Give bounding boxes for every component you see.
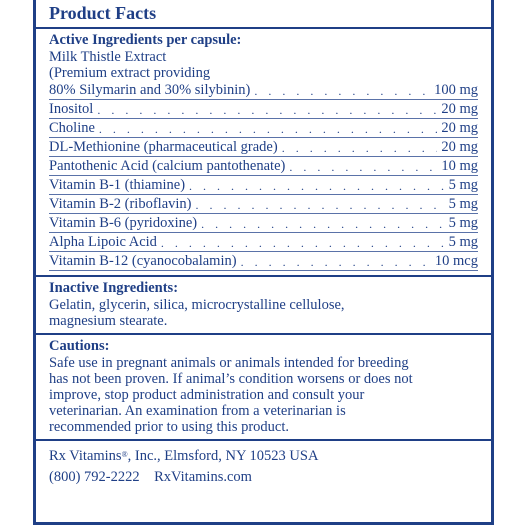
leader-dots [161, 236, 445, 250]
leader-dots [254, 84, 430, 98]
ingredient-amount: 100 mg [434, 82, 478, 98]
ingredient-name: Choline [49, 120, 95, 136]
ingredient-amount: 10 mcg [434, 253, 478, 269]
ingredient-amount: 20 mg [441, 101, 478, 117]
inactive-line: Gelatin, glycerin, silica, microcrystalline cellulose, [49, 297, 345, 313]
leader-dots [97, 103, 437, 117]
ingredient-name: Vitamin B-1 (thiamine) [49, 177, 186, 193]
caution-line: has not been proven. If animal’s condition worsens or does not [49, 371, 413, 387]
ingredient-name: Vitamin B-12 (cyanocobalamin) [49, 253, 237, 269]
leader-dots [241, 255, 431, 269]
contact-line [49, 467, 478, 488]
leader-dots [289, 160, 437, 174]
ingredient-row [49, 176, 478, 195]
inactive-line: magnesium stearate. [49, 313, 168, 329]
ingredient-row [49, 138, 478, 157]
intro-line: Milk Thistle Extract [49, 49, 167, 65]
leader-dots [189, 179, 445, 193]
intro-line: (Premium extract providing [49, 65, 211, 81]
ingredient-amount: 10 mg [441, 158, 478, 174]
ingredient-row [49, 233, 478, 252]
company-name: Rx Vitamins [49, 448, 122, 464]
ingredient-row [49, 214, 478, 233]
ingredient-amount: 20 mg [441, 139, 478, 155]
website-link[interactable]: RxVitamins.com [154, 469, 252, 485]
registered-mark: ® [121, 450, 128, 459]
leader-dots [99, 122, 437, 136]
ingredient-name: DL-Methionine (pharmaceutical grade) [49, 139, 278, 155]
leader-dots [282, 141, 438, 155]
product-facts-panel [33, 0, 494, 525]
ingredient-name: Inositol [49, 101, 94, 117]
ingredient-amount: 5 mg [448, 196, 478, 212]
leader-dots [196, 198, 445, 212]
ingredient-row [49, 195, 478, 214]
ingredient-list [49, 81, 478, 271]
ingredient-name: Alpha Lipoic Acid [49, 234, 157, 250]
ingredient-name: Vitamin B-6 (pyridoxine) [49, 215, 198, 231]
caution-line: recommended prior to using this product. [49, 419, 290, 435]
ingredient-row [49, 100, 478, 119]
active-ingredients-heading: Active Ingredients per capsule: [49, 32, 242, 48]
ingredient-name: Vitamin B-2 (riboflavin) [49, 196, 192, 212]
ingredient-row [49, 119, 478, 138]
active-ingredients-section [36, 29, 491, 277]
company-address [49, 446, 478, 467]
company-footer [36, 441, 491, 488]
address-text: , Inc., Elmsford, NY 10523 USA [127, 448, 319, 464]
inactive-ingredients-heading: Inactive Ingredients: [49, 280, 179, 296]
ingredient-amount: 20 mg [441, 120, 478, 136]
ingredient-row [49, 252, 478, 271]
ingredient-name: Pantothenic Acid (calcium pantothenate) [49, 158, 286, 174]
cautions-section [36, 335, 491, 441]
ingredient-row [49, 157, 478, 176]
caution-line: Safe use in pregnant animals or animals intended for breeding [49, 355, 409, 371]
cautions-heading: Cautions: [49, 338, 110, 354]
ingredient-amount: 5 mg [448, 177, 478, 193]
ingredient-amount: 5 mg [448, 215, 478, 231]
page-title: Product Facts [36, 0, 491, 29]
ingredient-row [49, 81, 478, 100]
caution-line: veterinarian. An examination from a veterinarian is [49, 403, 346, 419]
leader-dots [201, 217, 444, 231]
ingredient-name: 80% Silymarin and 30% silybinin) [49, 82, 251, 98]
ingredient-amount: 5 mg [448, 234, 478, 250]
phone-number: (800) 792-2222 [49, 469, 140, 485]
caution-line: improve, stop product administration and consult your [49, 387, 365, 403]
inactive-ingredients-section [36, 277, 491, 335]
